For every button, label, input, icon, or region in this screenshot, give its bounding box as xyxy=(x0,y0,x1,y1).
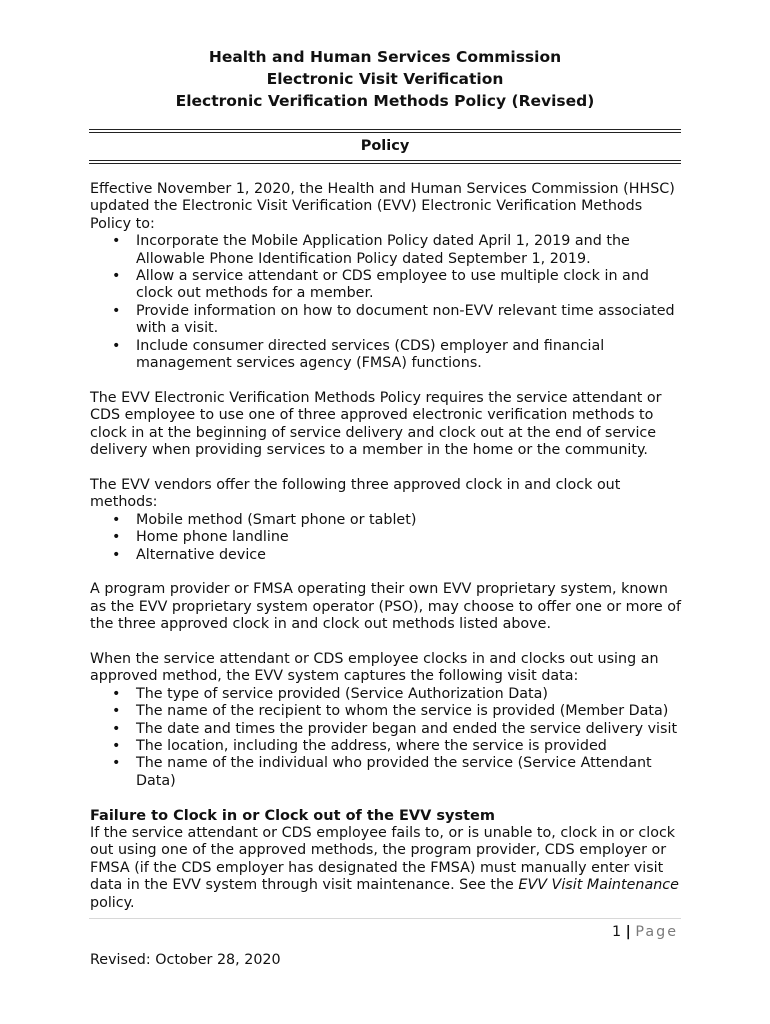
section-heading-policy: Policy xyxy=(360,138,410,154)
list-item: • The name of the individual who provided the service (Service Attendant Data) xyxy=(112,755,652,789)
footer-divider xyxy=(89,918,681,919)
intro-paragraph: Effective November 1, 2020, the Health and Human Services Commission (HHSC) updated the Electronic Visit Verification (EVV) Electronic Verification Methods Policy to: xyxy=(90,181,675,232)
failure-paragraph: If the service attendant or CDS employee fails to, or is unable to, clock in or clock out using one of the approved methods, the program provider, CDS employer or FMSA (if the CDS employer has designated the FMSA) must manually enter visit data in the EVV system through visit maintenance. See the EVV Visit Maintenance policy. xyxy=(90,824,679,911)
bullet-icon: • xyxy=(112,755,121,772)
list-item: • The location, including the address, where the service is provided xyxy=(112,737,607,754)
bullet-icon: • xyxy=(112,511,121,528)
list-item: • Provide information on how to document non-EVV relevant time associated with a visit. xyxy=(112,302,675,337)
methods-list xyxy=(90,512,682,564)
intro-list xyxy=(90,233,682,372)
list-item: • The date and times the provider began and ended the service delivery visit xyxy=(112,720,678,737)
list-item: • Mobile method (Smart phone or tablet) xyxy=(112,511,417,528)
bullet-icon: • xyxy=(112,720,121,737)
bullet-icon: • xyxy=(112,685,121,702)
list-item: • The type of service provided (Service Authorization Data) xyxy=(112,685,548,702)
bullet-icon: • xyxy=(112,268,121,285)
page-number: 1 | Page xyxy=(611,924,678,940)
vendors-paragraph: The EVV vendors offer the following three approved clock in and clock out methods: xyxy=(90,476,621,511)
title-line-program: Electronic Visit Verification xyxy=(266,70,504,88)
list-item: • Include consumer directed services (CDS) employer and financial management services agency (FMSA) functions. xyxy=(112,337,605,372)
visit-maintenance-reference: EVV Visit Maintenance xyxy=(518,877,679,894)
list-item: • Incorporate the Mobile Application Policy dated April 1, 2019 and the Allowable Phone Identification Policy dated September 1, 2019. xyxy=(112,233,630,267)
list-item: • Alternative device xyxy=(112,546,266,563)
bottom-divider xyxy=(89,160,681,164)
document-title xyxy=(0,46,770,112)
bullet-icon: • xyxy=(112,337,121,354)
title-line-agency: Health and Human Services Commission xyxy=(208,48,562,66)
bullet-icon: • xyxy=(112,737,121,754)
list-item: • Home phone landline xyxy=(112,529,289,546)
bullet-icon: • xyxy=(112,302,121,319)
top-divider xyxy=(89,129,681,133)
failure-subheading: Failure to Clock in or Clock out of the EVV system xyxy=(90,807,496,824)
title-line-policy: Electronic Verification Methods Policy (Revised) xyxy=(175,92,595,110)
bullet-icon: • xyxy=(112,233,121,250)
policy-body xyxy=(90,181,682,912)
requires-paragraph: The EVV Electronic Verification Methods Policy requires the service attendant or CDS employee to use one of three approved electronic verification methods to clock in at the beginning of service delivery and clock out at the end of service delivery when providing services to a member in the home or the community. xyxy=(90,389,662,459)
pso-paragraph: A program provider or FMSA operating their own EVV proprietary system, known as the EVV proprietary system operator (PSO), may choose to offer one or more of the three approved clock in and clock out methods listed above. xyxy=(90,581,682,633)
revised-date: Revised: October 28, 2020 xyxy=(90,952,281,968)
list-item: • The name of the recipient to whom the service is provided (Member Data) xyxy=(112,703,669,720)
bullet-icon: • xyxy=(112,546,121,563)
visit-data-paragraph: When the service attendant or CDS employee clocks in and clocks out using an approved method, the EVV system captures the following visit data: xyxy=(90,650,659,685)
bullet-icon: • xyxy=(112,529,121,546)
visit-data-list xyxy=(90,686,682,790)
list-item: • Allow a service attendant or CDS employee to use multiple clock in and clock out methods for a member. xyxy=(112,268,649,302)
bullet-icon: • xyxy=(112,703,121,720)
